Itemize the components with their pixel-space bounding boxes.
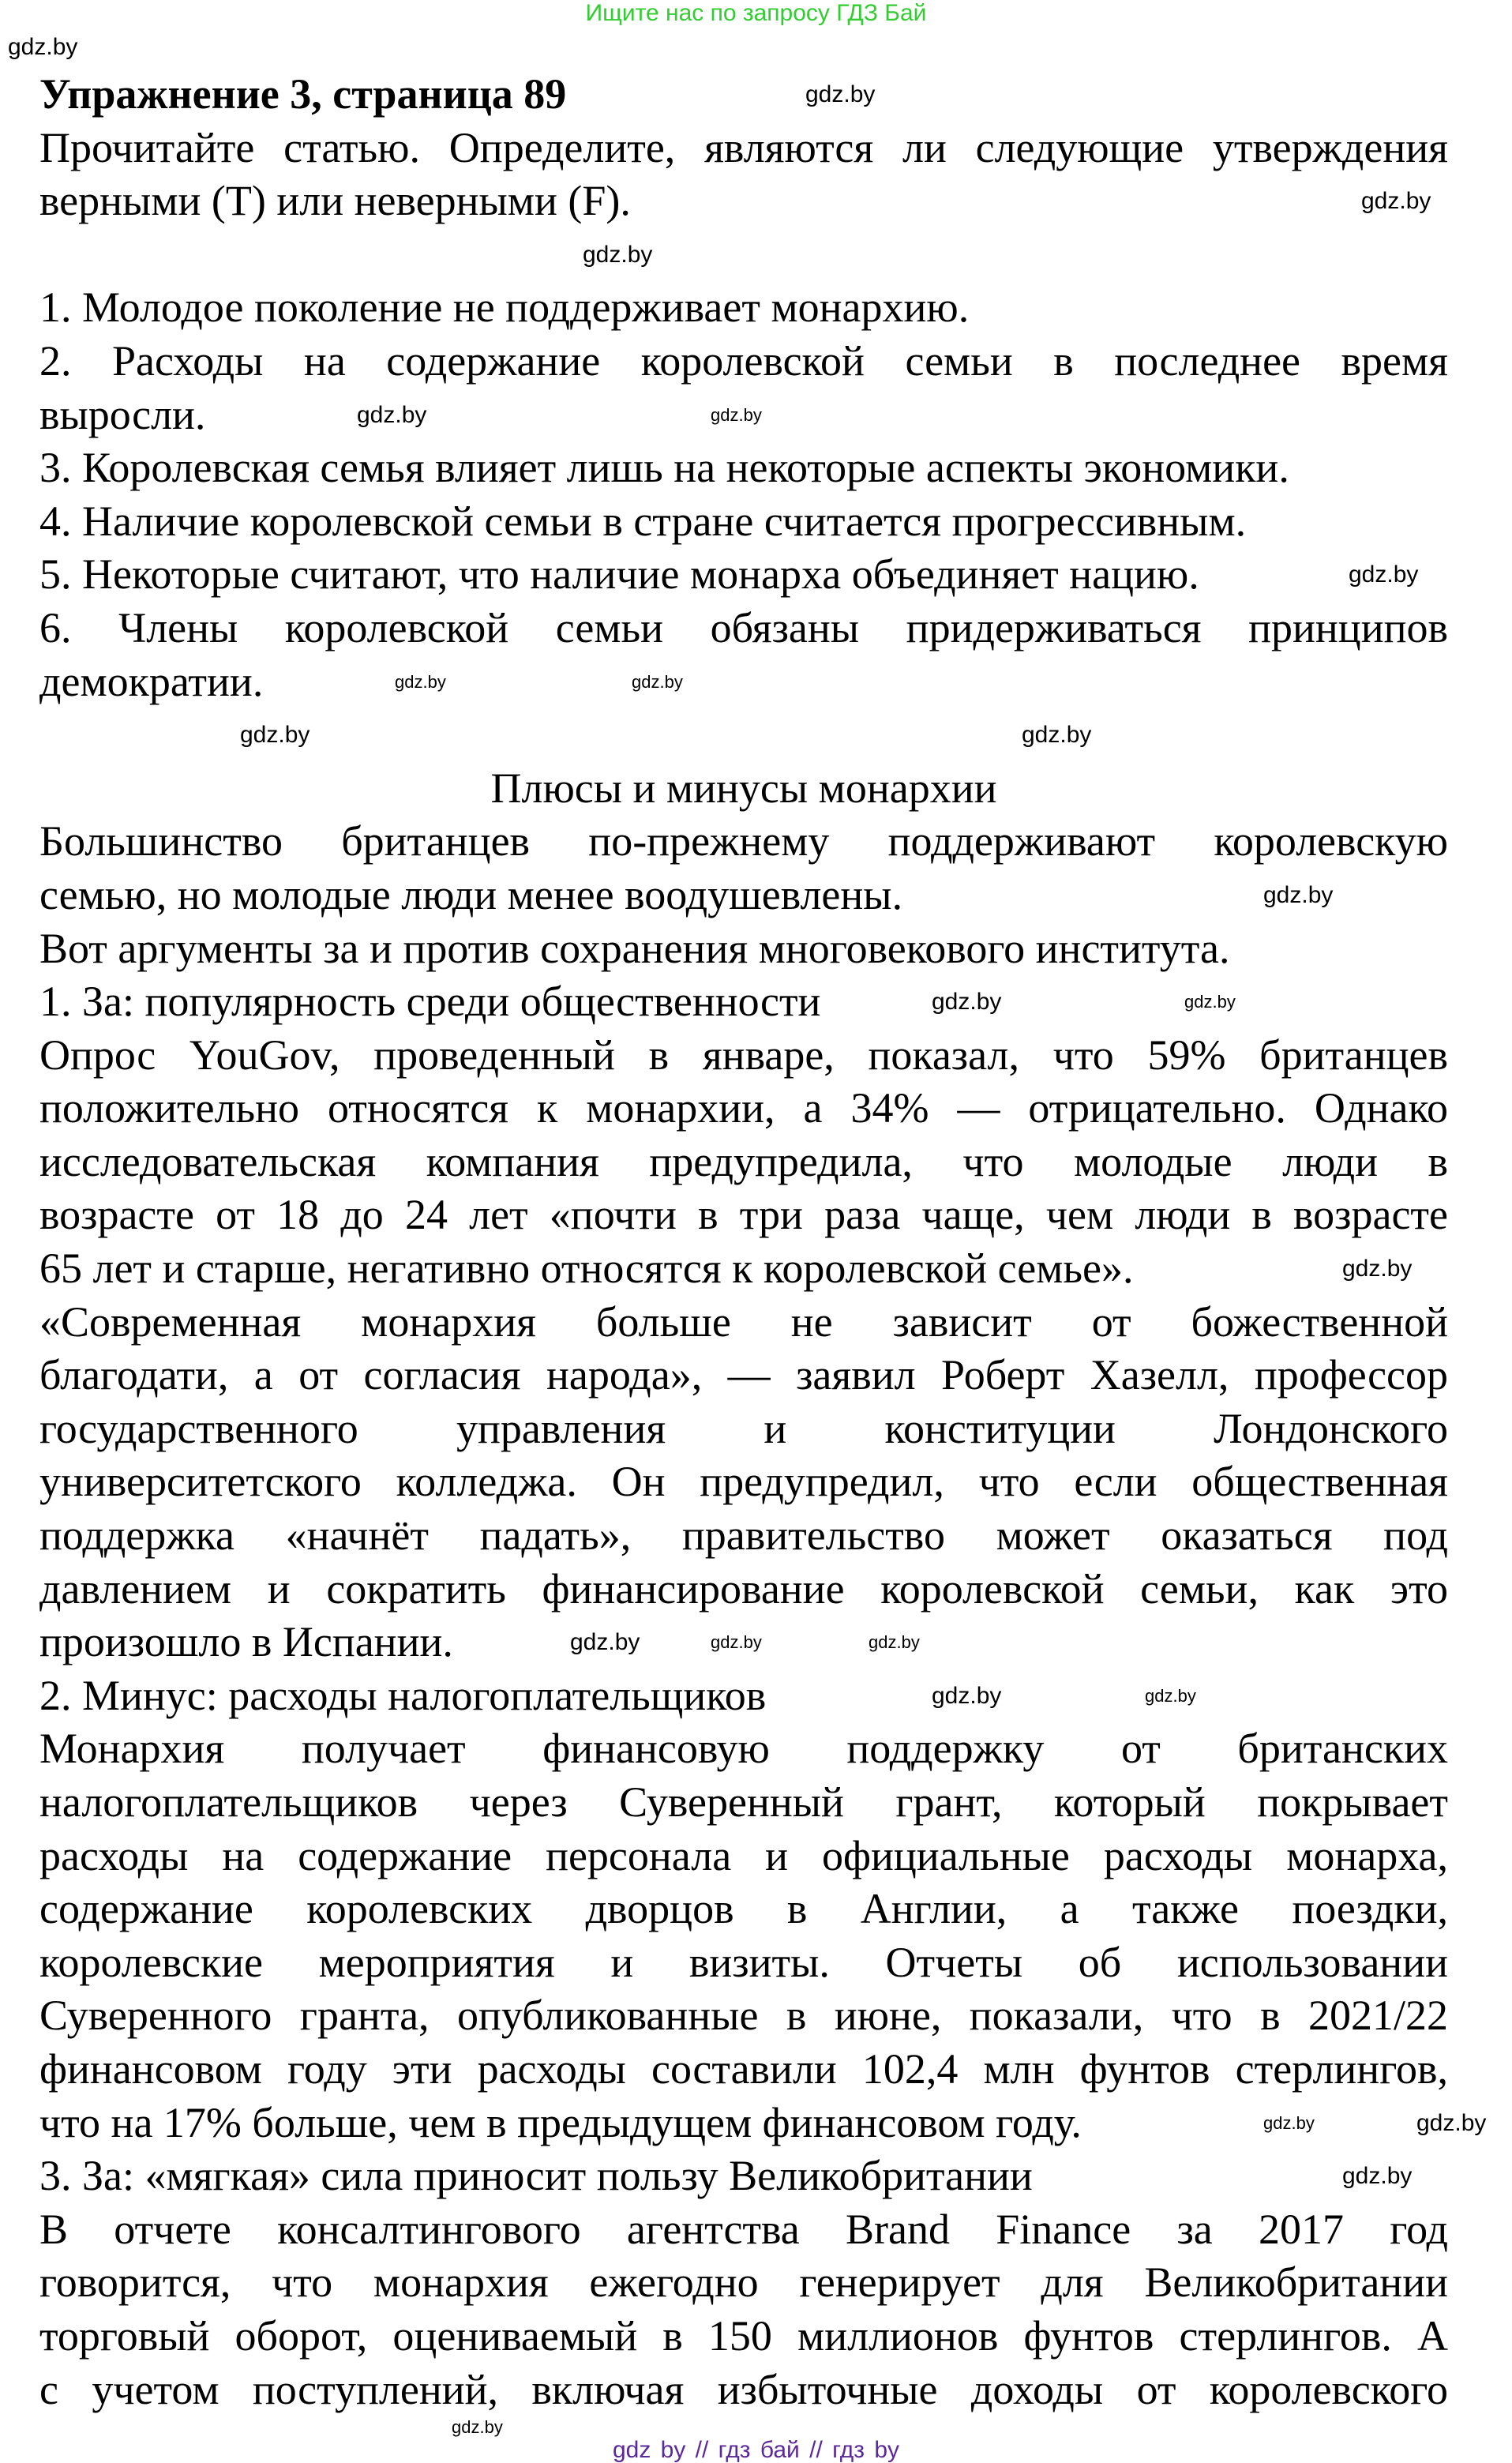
gdz-watermark: gdz.by (570, 1629, 640, 1656)
article-heading: Плюсы и минусы монархии (490, 764, 997, 812)
gdz-watermark: gdz.by (632, 671, 683, 692)
gdz-watermark: gdz.by (1361, 188, 1431, 215)
gdz-watermark: gdz.by (583, 241, 653, 268)
text-line: университетского колледжа. Он предупредил, что если общественная (39, 1458, 1448, 1506)
text-line: верными (T) или неверными (F). (39, 177, 631, 225)
footer-watermark: gdz by // гдз бай // гдз by (612, 2437, 900, 2463)
text-line: говорится, что монархия ежегодно генерирует для Великобритании (39, 2258, 1448, 2307)
gdz-watermark: gdz.by (8, 34, 78, 60)
text-line: торговый оборот, оцениваемый в 150 миллионов фунтов стерлингов. А (39, 2311, 1448, 2360)
text-line: 1. Молодое поколение не поддерживает монархию. (39, 283, 970, 332)
gdz-watermark: gdz.by (240, 722, 310, 749)
gdz-watermark: gdz.by (932, 1683, 1002, 1709)
gdz-watermark: gdz.by (1342, 2163, 1413, 2190)
text-line: 3. За: «мягкая» сила приносит пользу Великобритании (39, 2152, 1033, 2200)
text-line: с учетом поступлений, включая избыточные доходы от королевского (39, 2365, 1448, 2413)
text-line: давлением и сократить финансирование королевской семьи, как это (39, 1564, 1448, 1613)
text-line: Опрос YouGov, проведенный в январе, показал, что 59% британцев (39, 1031, 1448, 1079)
text-line: 2. Минус: расходы налогоплательщиков (39, 1671, 767, 1719)
text-line: Монархия получает финансовую поддержку от британских (39, 1725, 1448, 1773)
text-line: 5. Некоторые считают, что наличие монарха объединяет нацию. (39, 550, 1199, 599)
text-line: «Современная монархия больше не зависит от божественной (39, 1297, 1448, 1346)
text-line: демократии. (39, 657, 264, 705)
text-line: выросли. (39, 390, 206, 438)
text-line (39, 228, 1448, 282)
text-line: королевские мероприятия и визиты. Отчеты об использовании (39, 1938, 1448, 1986)
text-line: расходы на содержание персонала и официальные расходы монарха, (39, 1831, 1448, 1879)
gdz-watermark: gdz.by (711, 1632, 762, 1653)
text-line: 6. Члены королевской семьи обязаны придерживаться принципов (39, 603, 1448, 651)
gdz-watermark: gdz.by (1263, 2112, 1315, 2133)
gdz-watermark: gdz.by (1349, 561, 1419, 588)
gdz-watermark: gdz.by (1263, 882, 1334, 908)
exercise-title: Упражнение 3, страница 89 (39, 70, 567, 118)
gdz-watermark: gdz.by (1184, 992, 1236, 1012)
text-line: что на 17% больше, чем в предыдущем финансовом году. (39, 2098, 1082, 2146)
text-line: налогоплательщиков через Суверенный грант, который покрывает (39, 1778, 1448, 1826)
text-line: возрасте от 18 до 24 лет «почти в три раза чаще, чем люди в возрасте (39, 1191, 1448, 1239)
text-line: исследовательская компания предупредила, что молодые люди в (39, 1137, 1448, 1185)
text-line: 65 лет и старше, негативно относятся к королевской семье». (39, 1245, 1134, 1293)
gdz-watermark: gdz.by (869, 1632, 920, 1653)
text-line: семью, но молодые люди менее воодушевлены. (39, 870, 903, 918)
gdz-watermark: gdz.by (452, 2417, 503, 2437)
gdz-watermark: gdz.by (932, 989, 1002, 1016)
text-line: благодати, а от согласия народа», — заявил Роберт Хазелл, профессор (39, 1351, 1448, 1399)
text-line: 3. Королевская семья влияет лишь на некоторые аспекты экономики. (39, 444, 1289, 492)
text-line: государственного управления и конституции Лондонского (39, 1404, 1448, 1452)
text-line: Суверенного гранта, опубликованные в июне, показали, что в 2021/22 (39, 1992, 1448, 2040)
search-banner: Ищите нас по запросу ГДЗ Бай (585, 0, 927, 26)
text-line: положительно относятся к монархии, а 34% — отрицательно. Однако (39, 1084, 1448, 1132)
text-line: 2. Расходы на содержание королевской семьи в последнее время (39, 336, 1448, 385)
text-line: Вот аргументы за и против сохранения многовекового института. (39, 924, 1230, 972)
text-line: В отчете консалтингового агентства Brand Finance за 2017 год (39, 2205, 1448, 2253)
gdz-watermark: gdz.by (357, 401, 427, 428)
text-line: Прочитайте статью. Определите, являются ли следующие утверждения (39, 123, 1448, 171)
gdz-watermark: gdz.by (1022, 722, 1092, 749)
text-line: финансовом году эти расходы составили 102,4 млн фунтов стерлингов, (39, 2044, 1448, 2093)
gdz-watermark: gdz.by (711, 404, 762, 425)
gdz-watermark: gdz.by (395, 671, 446, 692)
text-line: поддержка «начнёт падать», правительство может оказаться под (39, 1511, 1448, 1560)
text-line: 1. За: популярность среди общественности (39, 978, 821, 1026)
text-line: 4. Наличие королевской семьи в стране считается прогрессивным. (39, 497, 1247, 545)
text-line: Большинство британцев по-прежнему поддерживают королевскую (39, 817, 1448, 865)
gdz-watermark: gdz.by (1342, 1256, 1413, 1282)
gdz-watermark: gdz.by (805, 81, 876, 107)
text-line: содержание королевских дворцов в Англии, а также поездки, (39, 1885, 1448, 1933)
gdz-watermark: gdz.by (1416, 2109, 1487, 2136)
gdz-watermark: gdz.by (1145, 1686, 1196, 1706)
text-line: произошло в Испании. (39, 1618, 453, 1666)
